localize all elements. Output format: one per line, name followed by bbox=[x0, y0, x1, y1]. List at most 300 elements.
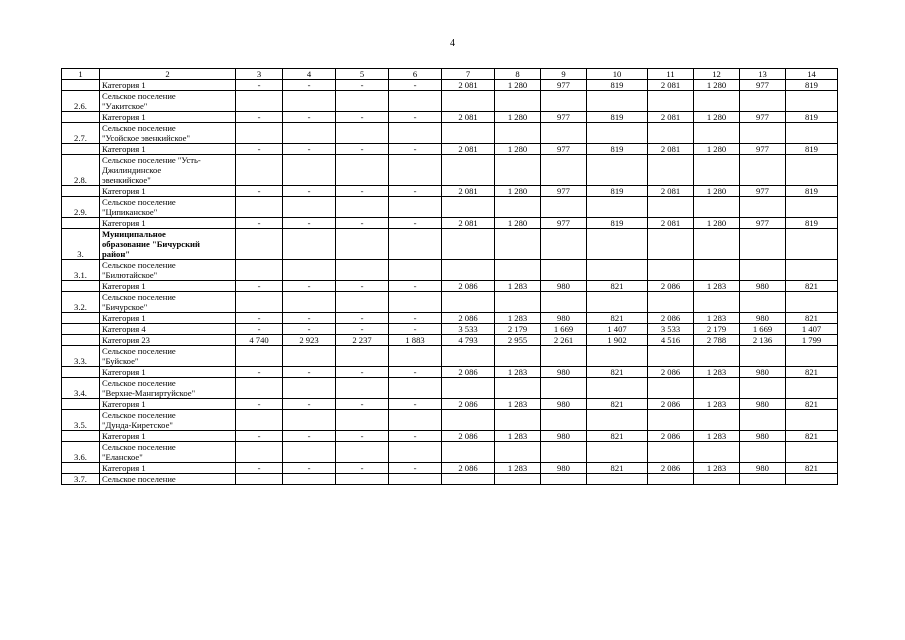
category-label: Категория 1 bbox=[100, 463, 236, 474]
empty-cell bbox=[694, 378, 740, 399]
column-header: 11 bbox=[648, 69, 694, 80]
column-header: 5 bbox=[336, 69, 389, 80]
section-name-line: "Ципиканское" bbox=[102, 207, 158, 217]
section-row bbox=[62, 410, 838, 431]
value-cell: 2 081 bbox=[442, 112, 495, 123]
empty-cell bbox=[740, 123, 786, 144]
empty-cell bbox=[740, 197, 786, 218]
category-row bbox=[62, 367, 838, 378]
category-row bbox=[62, 112, 838, 123]
section-number: 2.8. bbox=[62, 155, 100, 186]
section-row bbox=[62, 292, 838, 313]
page-number: 4 bbox=[450, 38, 455, 49]
empty-cell bbox=[336, 442, 389, 463]
value-cell: 1 283 bbox=[495, 281, 541, 292]
column-header: 4 bbox=[283, 69, 336, 80]
value-cell: - bbox=[283, 463, 336, 474]
value-cell: 2 179 bbox=[495, 324, 541, 335]
row-number-cell bbox=[62, 367, 100, 378]
category-label: Категория 1 bbox=[100, 313, 236, 324]
section-name bbox=[100, 91, 236, 112]
section-row bbox=[62, 123, 838, 144]
section-name-line: "Дунда-Киретское" bbox=[102, 420, 173, 430]
value-cell: 2 086 bbox=[442, 313, 495, 324]
empty-cell bbox=[694, 123, 740, 144]
category-label: Категория 1 bbox=[100, 281, 236, 292]
section-name bbox=[100, 442, 236, 463]
section-name-line: район" bbox=[102, 249, 131, 259]
section-row bbox=[62, 378, 838, 399]
section-name-line: Джилиндинское bbox=[102, 165, 162, 175]
value-cell: 1 283 bbox=[694, 431, 740, 442]
empty-cell bbox=[786, 155, 838, 186]
empty-cell bbox=[442, 229, 495, 260]
empty-cell bbox=[442, 91, 495, 112]
value-cell: 1 280 bbox=[694, 144, 740, 155]
value-cell: - bbox=[283, 186, 336, 197]
empty-cell bbox=[541, 346, 587, 367]
empty-cell bbox=[495, 346, 541, 367]
empty-cell bbox=[495, 229, 541, 260]
empty-cell bbox=[283, 229, 336, 260]
row-number-cell bbox=[62, 218, 100, 229]
value-cell: - bbox=[236, 324, 283, 335]
value-cell: - bbox=[236, 431, 283, 442]
empty-cell bbox=[648, 410, 694, 431]
empty-cell bbox=[442, 260, 495, 281]
table-body bbox=[62, 69, 838, 485]
value-cell: - bbox=[283, 218, 336, 229]
section-name-line: "Еланское" bbox=[102, 452, 143, 462]
section-number: 3.6. bbox=[62, 442, 100, 463]
empty-cell bbox=[236, 292, 283, 313]
empty-cell bbox=[648, 197, 694, 218]
value-cell: 819 bbox=[587, 144, 648, 155]
value-cell: 821 bbox=[786, 431, 838, 442]
value-cell: 1 280 bbox=[495, 144, 541, 155]
empty-cell bbox=[495, 292, 541, 313]
empty-cell bbox=[389, 260, 442, 281]
empty-cell bbox=[336, 197, 389, 218]
value-cell: 4 516 bbox=[648, 335, 694, 346]
value-cell: - bbox=[389, 112, 442, 123]
empty-cell bbox=[541, 155, 587, 186]
empty-cell bbox=[389, 123, 442, 144]
empty-cell bbox=[694, 346, 740, 367]
category-label: Категория 1 bbox=[100, 144, 236, 155]
empty-cell bbox=[389, 292, 442, 313]
empty-cell bbox=[694, 442, 740, 463]
section-number: 3.7. bbox=[62, 474, 100, 485]
value-cell: 1 669 bbox=[541, 324, 587, 335]
empty-cell bbox=[236, 197, 283, 218]
category-row bbox=[62, 399, 838, 410]
empty-cell bbox=[648, 155, 694, 186]
value-cell: 821 bbox=[786, 367, 838, 378]
value-cell: 819 bbox=[786, 186, 838, 197]
section-number: 2.7. bbox=[62, 123, 100, 144]
value-cell: 2 237 bbox=[336, 335, 389, 346]
column-header: 13 bbox=[740, 69, 786, 80]
row-number-cell bbox=[62, 112, 100, 123]
value-cell: - bbox=[283, 324, 336, 335]
empty-cell bbox=[541, 197, 587, 218]
value-cell: - bbox=[389, 431, 442, 442]
empty-cell bbox=[648, 442, 694, 463]
section-number: 3. bbox=[62, 229, 100, 260]
row-number-cell bbox=[62, 313, 100, 324]
empty-cell bbox=[786, 292, 838, 313]
value-cell: 980 bbox=[740, 367, 786, 378]
empty-cell bbox=[740, 229, 786, 260]
value-cell: 2 081 bbox=[648, 186, 694, 197]
section-name-line: образование "Бичурский bbox=[102, 239, 200, 249]
value-cell: 1 283 bbox=[694, 463, 740, 474]
value-cell: - bbox=[283, 80, 336, 91]
empty-cell bbox=[587, 155, 648, 186]
value-cell: 2 086 bbox=[648, 313, 694, 324]
empty-cell bbox=[694, 155, 740, 186]
row-number-cell bbox=[62, 144, 100, 155]
column-header: 14 bbox=[786, 69, 838, 80]
empty-cell bbox=[442, 410, 495, 431]
empty-cell bbox=[336, 260, 389, 281]
value-cell: - bbox=[336, 324, 389, 335]
empty-cell bbox=[495, 91, 541, 112]
value-cell: 821 bbox=[587, 463, 648, 474]
value-cell: - bbox=[336, 313, 389, 324]
section-name-line: "Бичурское" bbox=[102, 302, 148, 312]
value-cell: 1 283 bbox=[495, 399, 541, 410]
empty-cell bbox=[786, 378, 838, 399]
empty-cell bbox=[740, 155, 786, 186]
value-cell: 2 179 bbox=[694, 324, 740, 335]
empty-cell bbox=[786, 123, 838, 144]
value-cell: - bbox=[283, 112, 336, 123]
section-name bbox=[100, 197, 236, 218]
value-cell: - bbox=[336, 367, 389, 378]
value-cell: - bbox=[389, 399, 442, 410]
empty-cell bbox=[541, 123, 587, 144]
value-cell: 821 bbox=[587, 399, 648, 410]
value-cell: 4 793 bbox=[442, 335, 495, 346]
empty-cell bbox=[389, 410, 442, 431]
category-row bbox=[62, 281, 838, 292]
empty-cell bbox=[740, 378, 786, 399]
value-cell: 977 bbox=[740, 80, 786, 91]
value-cell: - bbox=[389, 218, 442, 229]
category-label: Категория 1 bbox=[100, 186, 236, 197]
value-cell: 1 669 bbox=[740, 324, 786, 335]
empty-cell bbox=[336, 229, 389, 260]
value-cell: 2 086 bbox=[442, 399, 495, 410]
value-cell: 2 081 bbox=[648, 80, 694, 91]
value-cell: 1 280 bbox=[495, 112, 541, 123]
value-cell: 819 bbox=[587, 112, 648, 123]
empty-cell bbox=[587, 91, 648, 112]
value-cell: 1 283 bbox=[694, 399, 740, 410]
category-row bbox=[62, 335, 838, 346]
section-number: 3.1. bbox=[62, 260, 100, 281]
value-cell: - bbox=[389, 144, 442, 155]
empty-cell bbox=[283, 91, 336, 112]
category-label: Категория 1 bbox=[100, 112, 236, 123]
value-cell: 2 081 bbox=[442, 218, 495, 229]
value-cell: 2 081 bbox=[442, 80, 495, 91]
empty-cell bbox=[495, 378, 541, 399]
empty-cell bbox=[336, 474, 389, 485]
value-cell: 821 bbox=[786, 281, 838, 292]
section-name-line: "Билютайское" bbox=[102, 270, 158, 280]
category-label: Категория 1 bbox=[100, 367, 236, 378]
empty-cell bbox=[389, 229, 442, 260]
empty-cell bbox=[283, 260, 336, 281]
empty-cell bbox=[648, 378, 694, 399]
value-cell: - bbox=[389, 463, 442, 474]
empty-cell bbox=[587, 197, 648, 218]
empty-cell bbox=[236, 346, 283, 367]
empty-cell bbox=[236, 474, 283, 485]
value-cell: 819 bbox=[587, 80, 648, 91]
value-cell: 1 283 bbox=[694, 367, 740, 378]
category-label: Категория 23 bbox=[100, 335, 236, 346]
empty-cell bbox=[648, 346, 694, 367]
empty-cell bbox=[648, 123, 694, 144]
value-cell: - bbox=[389, 186, 442, 197]
section-name-line: Сельское поселение bbox=[102, 91, 176, 101]
empty-cell bbox=[740, 410, 786, 431]
empty-cell bbox=[786, 410, 838, 431]
column-header: 12 bbox=[694, 69, 740, 80]
empty-cell bbox=[541, 91, 587, 112]
value-cell: 821 bbox=[786, 463, 838, 474]
section-row bbox=[62, 197, 838, 218]
value-cell: 1 280 bbox=[694, 186, 740, 197]
value-cell: 821 bbox=[786, 313, 838, 324]
section-name-line: Сельское поселение bbox=[102, 123, 176, 133]
value-cell: 2 788 bbox=[694, 335, 740, 346]
empty-cell bbox=[541, 442, 587, 463]
empty-cell bbox=[740, 346, 786, 367]
section-row bbox=[62, 91, 838, 112]
value-cell: 980 bbox=[541, 431, 587, 442]
section-row bbox=[62, 229, 838, 260]
empty-cell bbox=[541, 292, 587, 313]
value-cell: 821 bbox=[587, 367, 648, 378]
value-cell: 980 bbox=[740, 431, 786, 442]
value-cell: 1 902 bbox=[587, 335, 648, 346]
empty-cell bbox=[442, 292, 495, 313]
empty-cell bbox=[336, 292, 389, 313]
category-label: Категория 1 bbox=[100, 431, 236, 442]
section-row bbox=[62, 346, 838, 367]
empty-cell bbox=[389, 197, 442, 218]
empty-cell bbox=[786, 346, 838, 367]
value-cell: - bbox=[236, 112, 283, 123]
value-cell: - bbox=[236, 367, 283, 378]
value-cell: 977 bbox=[740, 144, 786, 155]
value-cell: - bbox=[236, 218, 283, 229]
category-row bbox=[62, 313, 838, 324]
empty-cell bbox=[283, 123, 336, 144]
value-cell: 977 bbox=[541, 218, 587, 229]
column-header: 6 bbox=[389, 69, 442, 80]
empty-cell bbox=[283, 292, 336, 313]
section-number: 3.4. bbox=[62, 378, 100, 399]
value-cell: - bbox=[236, 144, 283, 155]
category-label: Категория 4 bbox=[100, 324, 236, 335]
section-name bbox=[100, 155, 236, 186]
value-cell: - bbox=[389, 324, 442, 335]
value-cell: 2 081 bbox=[648, 112, 694, 123]
section-number: 3.3. bbox=[62, 346, 100, 367]
category-label: Категория 1 bbox=[100, 80, 236, 91]
data-table bbox=[61, 68, 838, 485]
category-row bbox=[62, 144, 838, 155]
empty-cell bbox=[648, 229, 694, 260]
value-cell: - bbox=[283, 144, 336, 155]
value-cell: 977 bbox=[541, 144, 587, 155]
value-cell: 1 883 bbox=[389, 335, 442, 346]
value-cell: 821 bbox=[587, 313, 648, 324]
value-cell: - bbox=[236, 313, 283, 324]
empty-cell bbox=[740, 292, 786, 313]
value-cell: - bbox=[336, 80, 389, 91]
value-cell: - bbox=[283, 367, 336, 378]
empty-cell bbox=[336, 410, 389, 431]
value-cell: - bbox=[236, 80, 283, 91]
row-number-cell bbox=[62, 431, 100, 442]
value-cell: 980 bbox=[740, 281, 786, 292]
value-cell: 980 bbox=[740, 399, 786, 410]
section-name-line: "Верхне-Мангиртуйское" bbox=[102, 388, 196, 398]
value-cell: - bbox=[283, 313, 336, 324]
category-row bbox=[62, 431, 838, 442]
empty-cell bbox=[236, 442, 283, 463]
value-cell: 980 bbox=[541, 367, 587, 378]
section-name-line: эвенкийское" bbox=[102, 175, 151, 185]
column-header: 3 bbox=[236, 69, 283, 80]
empty-cell bbox=[786, 91, 838, 112]
empty-cell bbox=[336, 378, 389, 399]
column-header: 8 bbox=[495, 69, 541, 80]
section-name-line: Сельское поселение bbox=[102, 292, 176, 302]
value-cell: 1 280 bbox=[495, 218, 541, 229]
section-name-line: "Буйское" bbox=[102, 356, 139, 366]
value-cell: - bbox=[336, 281, 389, 292]
value-cell: 1 280 bbox=[495, 186, 541, 197]
empty-cell bbox=[740, 474, 786, 485]
empty-cell bbox=[236, 155, 283, 186]
value-cell: 2 086 bbox=[442, 431, 495, 442]
row-number-cell bbox=[62, 80, 100, 91]
value-cell: 980 bbox=[541, 281, 587, 292]
section-name-line: "Уакитское" bbox=[102, 101, 148, 111]
value-cell: 2 086 bbox=[648, 281, 694, 292]
section-row bbox=[62, 442, 838, 463]
empty-cell bbox=[495, 197, 541, 218]
empty-cell bbox=[283, 378, 336, 399]
empty-cell bbox=[236, 410, 283, 431]
column-header: 10 bbox=[587, 69, 648, 80]
empty-cell bbox=[694, 292, 740, 313]
empty-cell bbox=[389, 442, 442, 463]
value-cell: - bbox=[336, 218, 389, 229]
value-cell: 1 283 bbox=[694, 281, 740, 292]
column-header: 7 bbox=[442, 69, 495, 80]
value-cell: 980 bbox=[740, 463, 786, 474]
value-cell: - bbox=[336, 399, 389, 410]
empty-cell bbox=[786, 442, 838, 463]
section-name bbox=[100, 346, 236, 367]
value-cell: 2 081 bbox=[442, 144, 495, 155]
empty-cell bbox=[442, 346, 495, 367]
value-cell: 1 283 bbox=[495, 313, 541, 324]
empty-cell bbox=[648, 292, 694, 313]
empty-cell bbox=[442, 474, 495, 485]
empty-cell bbox=[786, 260, 838, 281]
empty-cell bbox=[236, 123, 283, 144]
row-number-cell bbox=[62, 281, 100, 292]
empty-cell bbox=[336, 123, 389, 144]
empty-cell bbox=[236, 229, 283, 260]
value-cell: 980 bbox=[541, 399, 587, 410]
value-cell: 821 bbox=[786, 399, 838, 410]
empty-cell bbox=[541, 474, 587, 485]
empty-cell bbox=[740, 260, 786, 281]
empty-cell bbox=[648, 474, 694, 485]
value-cell: 821 bbox=[587, 281, 648, 292]
value-cell: - bbox=[236, 186, 283, 197]
empty-cell bbox=[389, 346, 442, 367]
empty-cell bbox=[694, 197, 740, 218]
value-cell: 1 280 bbox=[495, 80, 541, 91]
section-name-line: Сельское поселение bbox=[102, 474, 176, 484]
section-name bbox=[100, 229, 236, 260]
column-header: 2 bbox=[100, 69, 236, 80]
section-name bbox=[100, 474, 236, 485]
value-cell: 1 407 bbox=[587, 324, 648, 335]
empty-cell bbox=[389, 91, 442, 112]
section-number: 3.2. bbox=[62, 292, 100, 313]
empty-cell bbox=[587, 123, 648, 144]
section-number: 3.5. bbox=[62, 410, 100, 431]
value-cell: 2 136 bbox=[740, 335, 786, 346]
empty-cell bbox=[389, 155, 442, 186]
empty-cell bbox=[283, 346, 336, 367]
empty-cell bbox=[236, 91, 283, 112]
value-cell: 1 280 bbox=[694, 218, 740, 229]
value-cell: 977 bbox=[740, 112, 786, 123]
empty-cell bbox=[495, 260, 541, 281]
section-name-line: "Усойское эвенкийское" bbox=[102, 133, 190, 143]
column-header: 9 bbox=[541, 69, 587, 80]
empty-cell bbox=[694, 91, 740, 112]
value-cell: - bbox=[389, 313, 442, 324]
row-number-cell bbox=[62, 324, 100, 335]
value-cell: 980 bbox=[541, 313, 587, 324]
value-cell: 2 086 bbox=[648, 431, 694, 442]
empty-cell bbox=[336, 346, 389, 367]
empty-cell bbox=[442, 123, 495, 144]
empty-cell bbox=[283, 442, 336, 463]
section-name-line: Сельское поселение bbox=[102, 410, 176, 420]
section-name bbox=[100, 378, 236, 399]
value-cell: 821 bbox=[587, 431, 648, 442]
section-name-line: Сельское поселение bbox=[102, 260, 176, 270]
value-cell: 977 bbox=[740, 186, 786, 197]
empty-cell bbox=[389, 378, 442, 399]
